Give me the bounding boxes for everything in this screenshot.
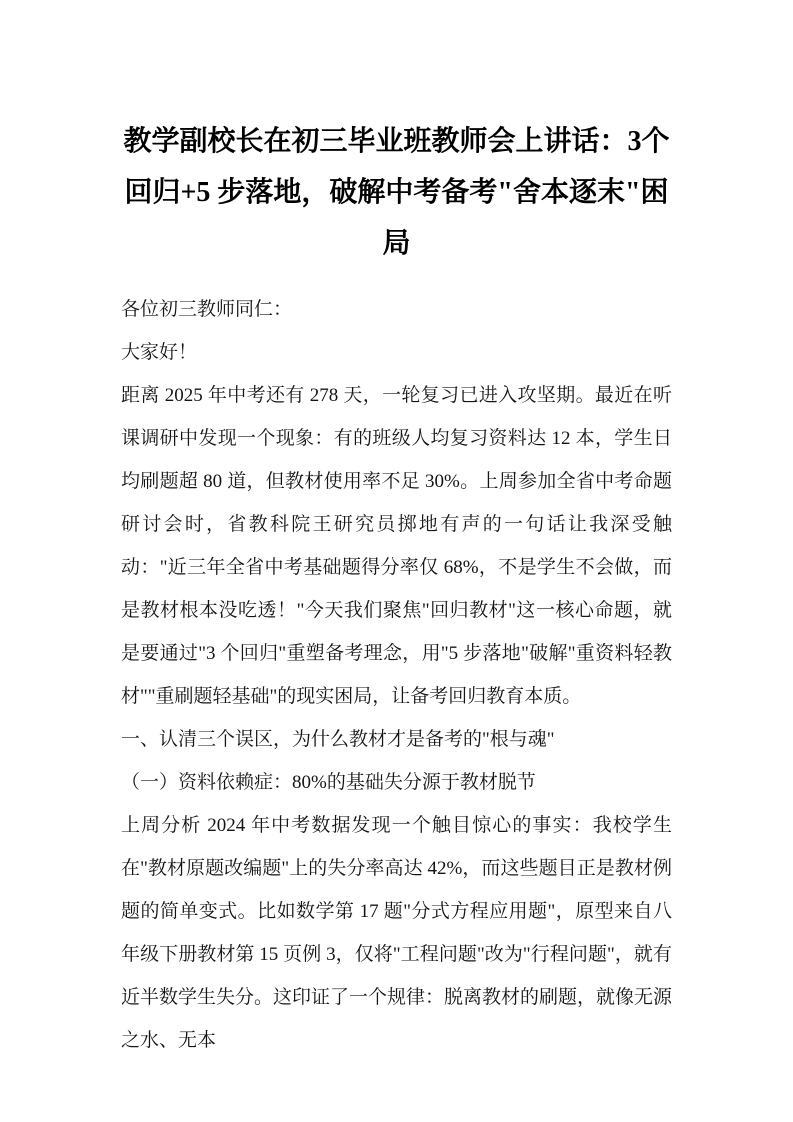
paragraph-data-analysis: 上周分析 2024 年中考数据发现一个触目惊心的事实：我校学生在"教材原题改编题"上的失分率高达 42%，而这些题目正是教材例题的简单变式。比如数学第 17 题"分式方程应用题"，原型来自八年级下册教材第 15 页例 3，仅将"工程问题"改为"行程问题"，就有近半数学生失分。这印证了一个规律：脱离教材的刷题，就像无源之水、无本	[121, 815, 673, 1051]
heading-subsection-one-one: （一）资料依赖症：80%的基础失分源于教材脱节	[121, 772, 536, 793]
document-body	[121, 288, 672, 1062]
paragraph-salutation: 各位初三教师同仁：	[121, 299, 293, 320]
paragraph-introduction: 距离 2025 年中考还有 278 天，一轮复习已进入攻坚期。最近在听课调研中发现一个现象：有的班级人均复习资料达 12 本，学生日均刷题超 80 道，但教材使用率不足 30%。上周参加全省中考命题研讨会时，省教科院王研究员掷地有声的一句话让我深受触动："近三年全省中考基础题得分率仅 68%，不是学生不会做，而是教材根本没吃透！"今天我们聚焦"回归教材"这一核心命题，就是要通过"3 个回归"重塑备考理念，用"5 步落地"破解"重资料轻教材""重刷题轻基础"的现实困局，让备考回归教育本质。	[121, 385, 672, 707]
document-title: 教学副校长在初三毕业班教师会上讲话：3个回归+5 步落地，破解中考备考"舍本逐末"困局	[123, 126, 670, 259]
paragraph-greeting: 大家好！	[121, 342, 198, 363]
heading-section-one: 一、认清三个误区，为什么教材才是备考的"根与魂"	[121, 729, 555, 750]
